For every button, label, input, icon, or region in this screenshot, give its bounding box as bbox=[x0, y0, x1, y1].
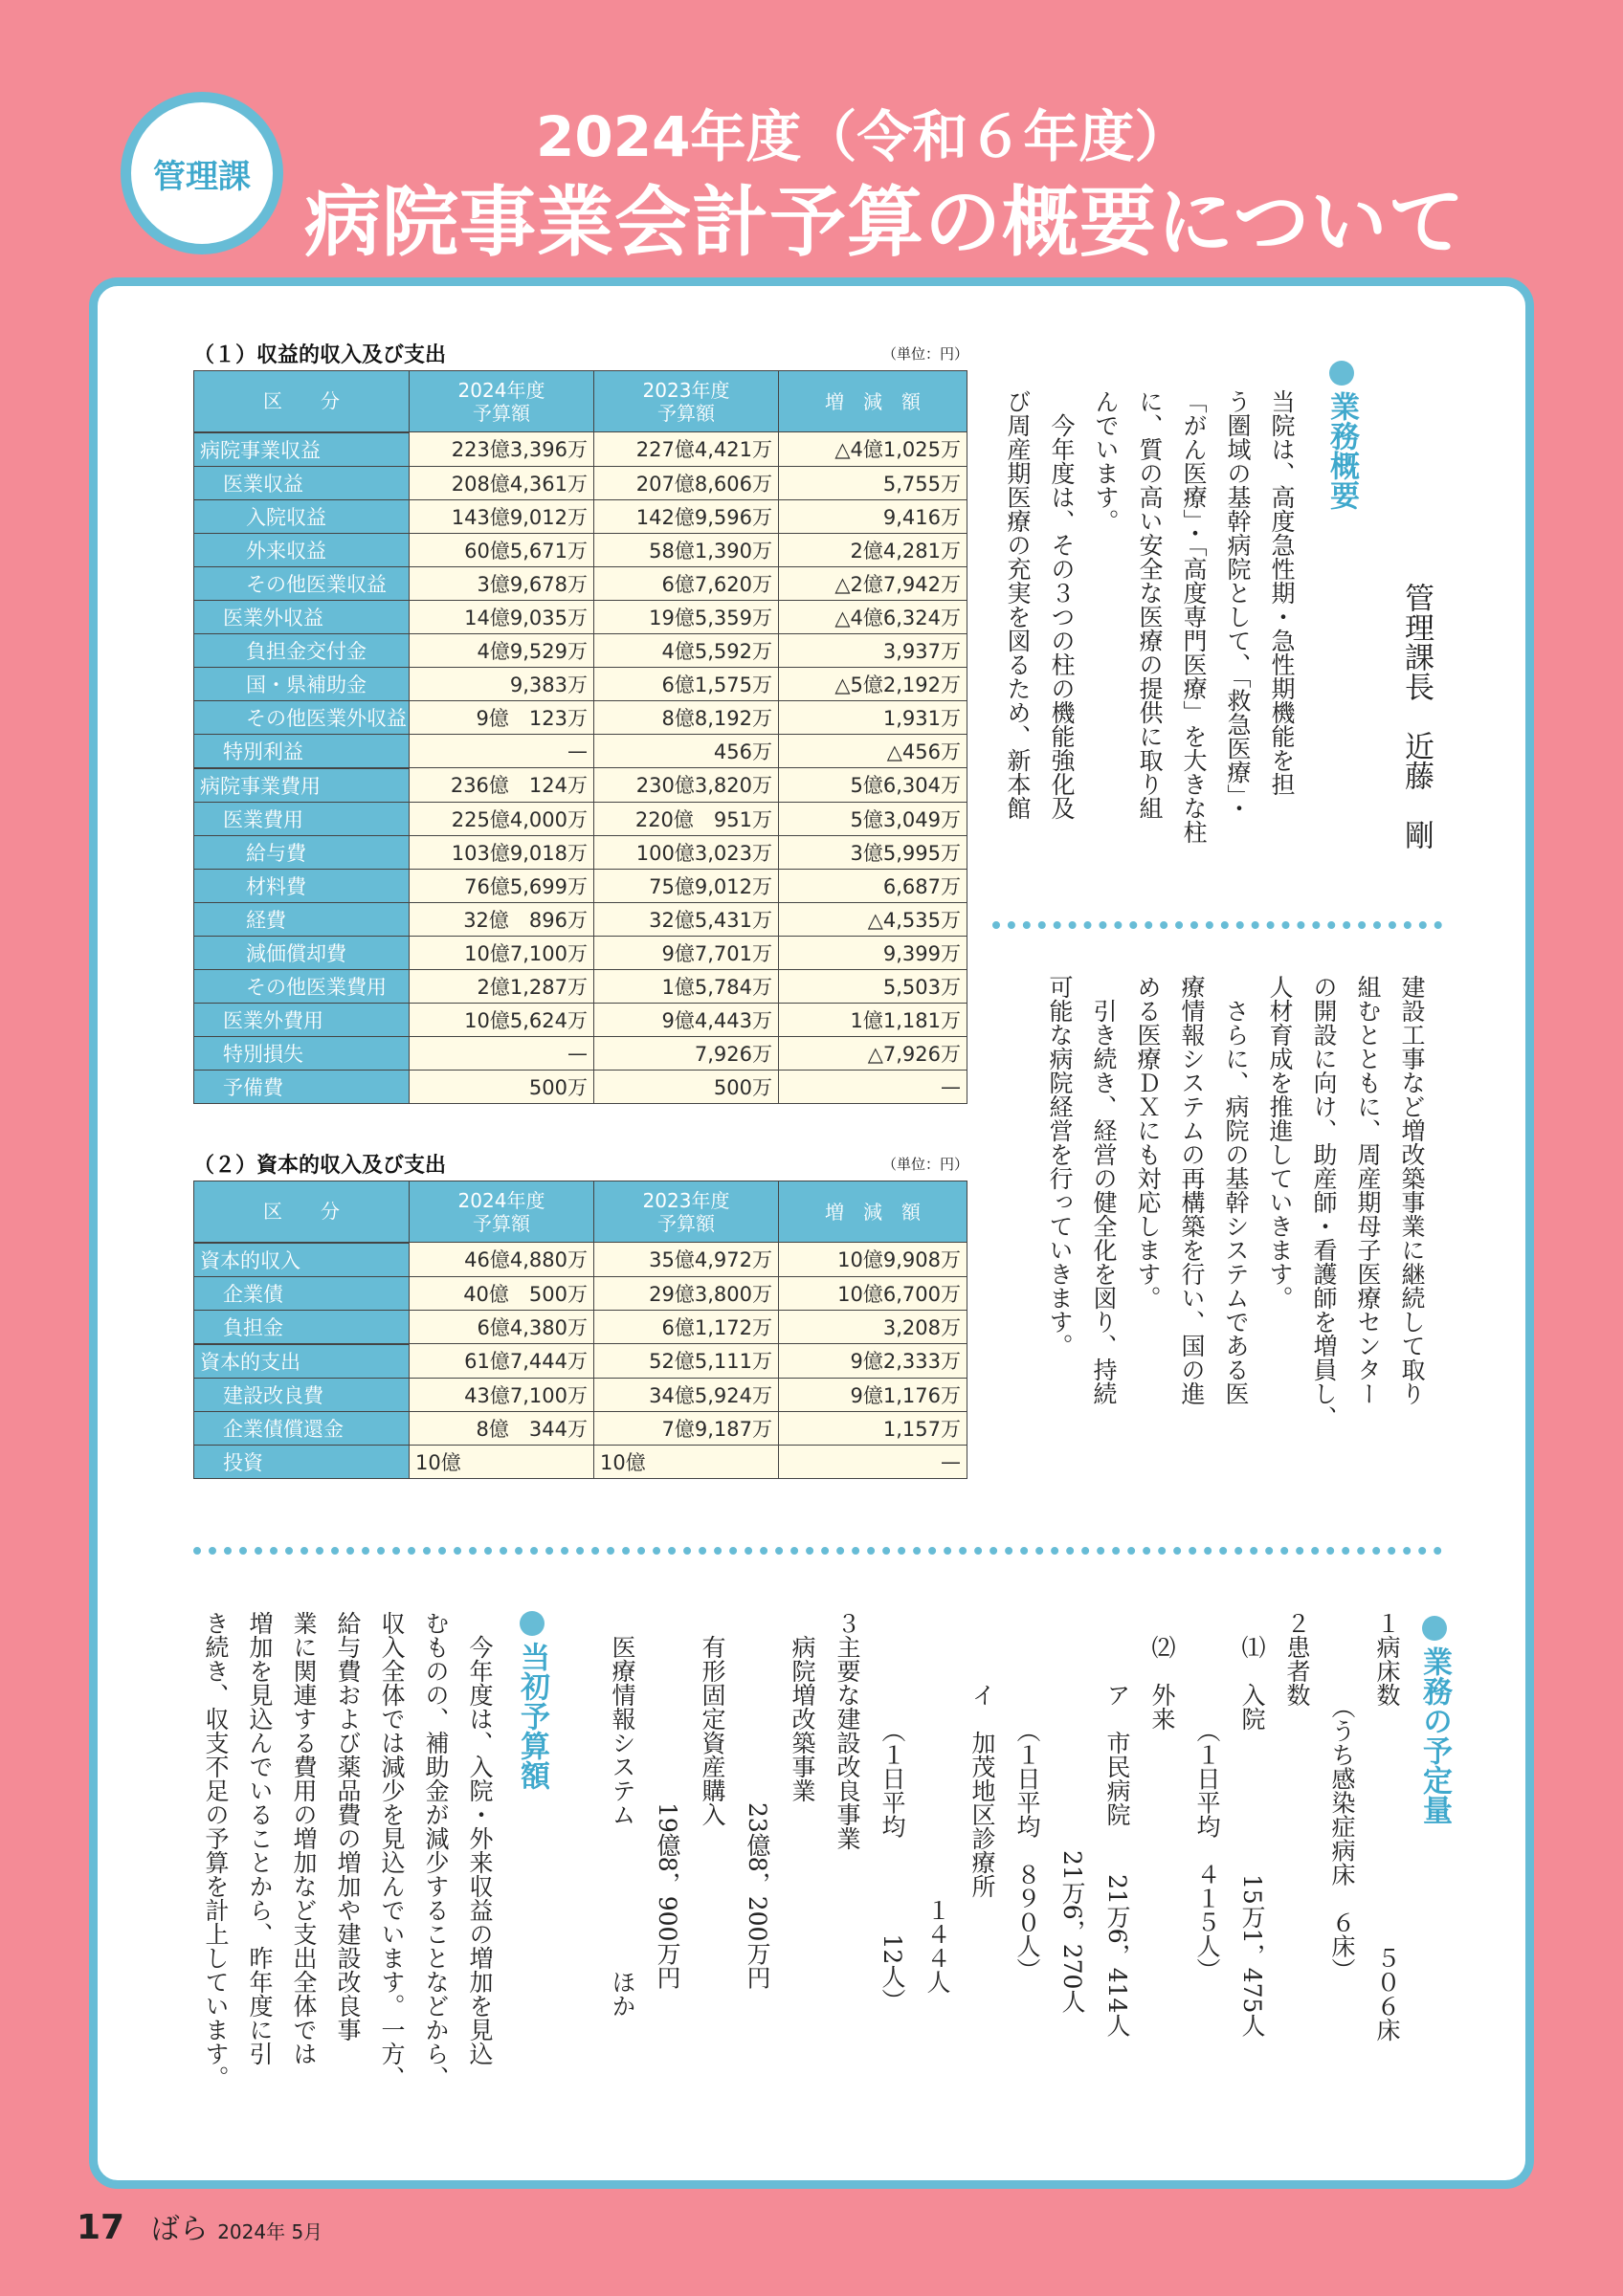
cell-v2024: 61億7,444万 bbox=[410, 1344, 594, 1379]
cell-v2024: 40億 500万 bbox=[410, 1276, 594, 1310]
cell-v2024: 2億1,287万 bbox=[410, 969, 594, 1003]
row-label: 医業外収益 bbox=[194, 600, 410, 633]
initial-heading: 当初予算額 bbox=[511, 1611, 554, 1790]
cell-v2023: 52億5,111万 bbox=[594, 1344, 779, 1379]
cell-v2024: 103億9,018万 bbox=[410, 835, 594, 869]
text-line: う圏域の基幹病院として、「救急医療」・ bbox=[1224, 389, 1252, 820]
overview-text-1 bbox=[995, 389, 1303, 963]
bullet-icon bbox=[1422, 1616, 1447, 1641]
content-panel bbox=[89, 277, 1534, 2189]
overview-text-2 bbox=[1037, 975, 1434, 1587]
text-line: （１日平均 ４１５人） bbox=[1193, 1611, 1221, 1982]
magazine-name: ばら bbox=[150, 2213, 209, 2246]
title-line-1: 2024年度（令和６年度） bbox=[536, 104, 1190, 169]
table-row bbox=[194, 600, 967, 633]
row-label: 外来収益 bbox=[194, 533, 410, 566]
section2-unit: （単位：円） bbox=[882, 1156, 969, 1173]
row-label: 企業債償還金 bbox=[194, 1411, 410, 1445]
footer bbox=[77, 2205, 322, 2247]
cell-diff: 1億1,181万 bbox=[779, 1003, 967, 1036]
cell-v2024: 9億 123万 bbox=[410, 700, 594, 734]
text-line: 可能な病院経営を行っていきます。 bbox=[1046, 975, 1074, 1358]
cell-v2023: 8億8,192万 bbox=[594, 700, 779, 734]
cell-v2024: 3億9,678万 bbox=[410, 566, 594, 600]
text-line: 今年度は、その３つの柱の機能強化及 bbox=[1048, 389, 1076, 820]
cell-v2023: 6億1,172万 bbox=[594, 1310, 779, 1344]
table-row bbox=[194, 1411, 967, 1445]
cell-v2023: 75億9,012万 bbox=[594, 869, 779, 902]
cell-diff: 1,931万 bbox=[779, 700, 967, 734]
cell-v2023: 230億3,820万 bbox=[594, 768, 779, 803]
table-row bbox=[194, 936, 967, 969]
table-row bbox=[194, 700, 967, 734]
cell-v2024: — bbox=[410, 734, 594, 768]
cell-v2023: 227億4,421万 bbox=[594, 432, 779, 467]
cell-diff: △4億1,025万 bbox=[779, 432, 967, 467]
cell-v2024: 43億7,100万 bbox=[410, 1378, 594, 1411]
cell-v2023: 207億8,606万 bbox=[594, 466, 779, 499]
section1-title: （１）収益的収入及び支出 bbox=[193, 343, 447, 367]
table-row bbox=[194, 1310, 967, 1344]
row-label: 資本的収入 bbox=[194, 1243, 410, 1277]
cell-v2024: — bbox=[410, 1036, 594, 1070]
issue-date: 2024年 5月 bbox=[217, 2220, 323, 2243]
column-header: 区 分 bbox=[194, 371, 410, 432]
text-line: ３主要な建設改良事業 bbox=[834, 1611, 861, 1850]
row-label: 病院事業収益 bbox=[194, 432, 410, 467]
cell-v2023: 142億9,596万 bbox=[594, 499, 779, 533]
table-row bbox=[194, 1003, 967, 1036]
cell-diff: △4億6,324万 bbox=[779, 600, 967, 633]
text-line: １４４人 bbox=[923, 1611, 951, 1994]
table-row bbox=[194, 633, 967, 667]
row-label: その他医業外収益 bbox=[194, 700, 410, 734]
text-line: に、質の高い安全な医療の提供に取り組 bbox=[1136, 389, 1164, 820]
text-line: 19億8，900万円 bbox=[654, 1611, 681, 1990]
cell-diff: △7,926万 bbox=[779, 1036, 967, 1070]
row-label: 材料費 bbox=[194, 869, 410, 902]
cell-v2023: 32億5,431万 bbox=[594, 902, 779, 936]
row-label: 負担金交付金 bbox=[194, 633, 410, 667]
cell-diff: 10億9,908万 bbox=[779, 1243, 967, 1277]
text-line: 「がん医療」・「高度専門医療」を大きな柱 bbox=[1180, 389, 1208, 844]
cell-v2023: 500万 bbox=[594, 1070, 779, 1103]
cell-v2023: 9億7,701万 bbox=[594, 936, 779, 969]
table-row bbox=[194, 835, 967, 869]
cell-diff: 6,687万 bbox=[779, 869, 967, 902]
table-row bbox=[194, 566, 967, 600]
cell-v2023: 58億1,390万 bbox=[594, 533, 779, 566]
cell-diff: 10億6,700万 bbox=[779, 1276, 967, 1310]
text-line: イ 加茂地区診療所 bbox=[968, 1611, 996, 1898]
text-line: 医療情報システム ほか bbox=[609, 1611, 636, 2018]
table-row bbox=[194, 1070, 967, 1103]
cell-diff: 2億4,281万 bbox=[779, 533, 967, 566]
section1-unit: （単位：円） bbox=[882, 345, 969, 363]
row-label: 特別利益 bbox=[194, 734, 410, 768]
text-line: 療情報システムの再構築を行い、国の進 bbox=[1178, 975, 1206, 1405]
table-row bbox=[194, 1378, 967, 1411]
text-line: 組むとともに、周産期母子医療センター bbox=[1354, 975, 1382, 1405]
row-label: その他医業収益 bbox=[194, 566, 410, 600]
text-line: 今年度は、入院・外来収益の増加を見込 bbox=[466, 1611, 494, 2065]
row-label: 建設改良費 bbox=[194, 1378, 410, 1411]
cell-diff: △5億2,192万 bbox=[779, 667, 967, 700]
table-row bbox=[194, 533, 967, 566]
planned-list bbox=[600, 1611, 1410, 2147]
cell-diff: 1,157万 bbox=[779, 1411, 967, 1445]
text-line: ⑵ 外来 bbox=[1148, 1611, 1176, 1731]
cell-diff: 9,399万 bbox=[779, 936, 967, 969]
cell-v2024: 46億4,880万 bbox=[410, 1243, 594, 1277]
cell-v2024: 76億5,699万 bbox=[410, 869, 594, 902]
text-line: 給与費および薬品費の増加や建設改良事 bbox=[334, 1611, 362, 2042]
cell-v2023: 220億 951万 bbox=[594, 802, 779, 835]
cell-v2023: 7,926万 bbox=[594, 1036, 779, 1070]
table-row bbox=[194, 667, 967, 700]
cell-diff: 9億1,176万 bbox=[779, 1378, 967, 1411]
cell-v2023: 4億5,592万 bbox=[594, 633, 779, 667]
cell-v2024: 208億4,361万 bbox=[410, 466, 594, 499]
overview-heading: 業務概要 bbox=[1321, 361, 1364, 510]
cell-v2024: 236億 124万 bbox=[410, 768, 594, 803]
table-row bbox=[194, 1276, 967, 1310]
bullet-icon bbox=[520, 1611, 545, 1636]
row-label: 病院事業費用 bbox=[194, 768, 410, 803]
text-line: （１日平均 ８９０人） bbox=[1013, 1611, 1041, 1982]
cell-v2024: 4億9,529万 bbox=[410, 633, 594, 667]
cell-v2024: 10億5,624万 bbox=[410, 1003, 594, 1036]
cell-v2024: 60億5,671万 bbox=[410, 533, 594, 566]
table-row bbox=[194, 499, 967, 533]
cell-v2023: 19億5,359万 bbox=[594, 600, 779, 633]
cell-diff: 9億2,333万 bbox=[779, 1344, 967, 1379]
text-line: ⑴ 入院 15万1，475人 bbox=[1238, 1611, 1266, 2038]
text-line: 21万6，270人 bbox=[1058, 1611, 1086, 2014]
initial-text bbox=[193, 1611, 501, 2147]
cell-v2024: 225億4,000万 bbox=[410, 802, 594, 835]
row-label: 資本的支出 bbox=[194, 1344, 410, 1379]
cell-v2024: 8億 344万 bbox=[410, 1411, 594, 1445]
cell-diff: △456万 bbox=[779, 734, 967, 768]
table-row bbox=[194, 1036, 967, 1070]
cell-diff: 5,503万 bbox=[779, 969, 967, 1003]
text-line: 収入全体では減少を見込んでいます。一方、 bbox=[378, 1611, 406, 2089]
author-name: 管理課長 近藤 剛 bbox=[1399, 583, 1434, 850]
table-row bbox=[194, 432, 967, 467]
text-line: 病院増改築事業 bbox=[789, 1611, 816, 1802]
row-label: その他医業費用 bbox=[194, 969, 410, 1003]
revenue-expense-table bbox=[193, 370, 967, 1104]
text-line: 23億8，200万円 bbox=[744, 1611, 771, 1990]
table-row bbox=[194, 734, 967, 768]
cell-v2023: 10億 bbox=[594, 1445, 779, 1478]
table-row bbox=[194, 869, 967, 902]
row-label: 特別損失 bbox=[194, 1036, 410, 1070]
cell-v2024: 500万 bbox=[410, 1070, 594, 1103]
row-label: 経費 bbox=[194, 902, 410, 936]
text-line: （うち感染症病床 ６床） bbox=[1328, 1611, 1356, 1982]
row-label: 予備費 bbox=[194, 1070, 410, 1103]
text-line: １病床数 ５０６床 bbox=[1373, 1611, 1401, 2042]
cell-v2024: 10億7,100万 bbox=[410, 936, 594, 969]
cell-v2024: 143億9,012万 bbox=[410, 499, 594, 533]
planned-heading: 業務の予定量 bbox=[1413, 1616, 1456, 1824]
cell-diff: △2億7,942万 bbox=[779, 566, 967, 600]
column-header: 2024年度 予算額 bbox=[410, 1181, 594, 1243]
cell-v2023: 6億1,575万 bbox=[594, 667, 779, 700]
column-header: 2024年度 予算額 bbox=[410, 371, 594, 432]
table-row bbox=[194, 902, 967, 936]
text-line: 有形固定資産購入 bbox=[699, 1611, 726, 1826]
capital-table bbox=[193, 1181, 967, 1479]
text-line: むものの、補助金が減少することなどから、 bbox=[422, 1611, 450, 2089]
table-row bbox=[194, 768, 967, 803]
page-number: 17 bbox=[77, 2208, 125, 2247]
column-header: 2023年度 予算額 bbox=[594, 371, 779, 432]
table-row bbox=[194, 1344, 967, 1379]
text-line: 建設工事など増改築事業に継続して取り bbox=[1398, 975, 1426, 1405]
bullet-icon bbox=[1329, 361, 1354, 386]
page-title: 病院事業会計予算の概要について bbox=[304, 178, 1466, 267]
cell-v2023: 1億5,784万 bbox=[594, 969, 779, 1003]
cell-v2024: 9,383万 bbox=[410, 667, 594, 700]
text-line: 業に関連する費用の増加など支出全体では bbox=[290, 1611, 318, 2065]
text-line: （１日平均 12人） bbox=[878, 1611, 906, 2013]
row-label: 減価償却費 bbox=[194, 936, 410, 969]
department-badge: 管理課 bbox=[121, 92, 283, 254]
divider-dots-wide bbox=[193, 1547, 1442, 1555]
cell-diff: △4,535万 bbox=[779, 902, 967, 936]
cell-v2023: 7億9,187万 bbox=[594, 1411, 779, 1445]
cell-v2024: 223億3,396万 bbox=[410, 432, 594, 467]
cell-v2023: 6億7,620万 bbox=[594, 566, 779, 600]
cell-diff: 9,416万 bbox=[779, 499, 967, 533]
row-label: 医業費用 bbox=[194, 802, 410, 835]
text-line: 人材育成を推進していきます。 bbox=[1266, 975, 1294, 1310]
table-row bbox=[194, 802, 967, 835]
cell-v2024: 10億 bbox=[410, 1445, 594, 1478]
cell-v2023: 456万 bbox=[594, 734, 779, 768]
cell-diff: — bbox=[779, 1445, 967, 1478]
cell-v2023: 9億4,443万 bbox=[594, 1003, 779, 1036]
cell-diff: 3,208万 bbox=[779, 1310, 967, 1344]
cell-v2023: 29億3,800万 bbox=[594, 1276, 779, 1310]
cell-v2023: 35億4,972万 bbox=[594, 1243, 779, 1277]
row-label: 負担金 bbox=[194, 1310, 410, 1344]
cell-v2024: 32億 896万 bbox=[410, 902, 594, 936]
cell-v2023: 100億3,023万 bbox=[594, 835, 779, 869]
cell-diff: 3,937万 bbox=[779, 633, 967, 667]
row-label: 企業債 bbox=[194, 1276, 410, 1310]
row-label: 投資 bbox=[194, 1445, 410, 1478]
text-line: さらに、病院の基幹システムである医 bbox=[1222, 975, 1250, 1405]
text-line: んでいます。 bbox=[1092, 389, 1120, 533]
text-line: 当院は、高度急性期・急性期機能を担 bbox=[1268, 389, 1296, 796]
column-header: 2023年度 予算額 bbox=[594, 1181, 779, 1243]
text-line: 増加を見込んでいることから、昨年度に引 bbox=[246, 1611, 274, 2065]
row-label: 医業外費用 bbox=[194, 1003, 410, 1036]
column-header: 区 分 bbox=[194, 1181, 410, 1243]
text-line: める医療ＤＸにも対応します。 bbox=[1134, 975, 1162, 1310]
row-label: 国・県補助金 bbox=[194, 667, 410, 700]
cell-diff: 5億3,049万 bbox=[779, 802, 967, 835]
cell-diff: 5億6,304万 bbox=[779, 768, 967, 803]
text-line: 引き続き、経営の健全化を図り、持続 bbox=[1090, 975, 1118, 1405]
text-line: び周産期医療の充実を図るため、新本館 bbox=[1004, 389, 1032, 820]
row-label: 入院収益 bbox=[194, 499, 410, 533]
text-line: ２患者数 bbox=[1283, 1611, 1311, 1707]
table-row bbox=[194, 1243, 967, 1277]
table-row bbox=[194, 969, 967, 1003]
text-line: ア 市民病院 21万6，414人 bbox=[1103, 1611, 1131, 2038]
divider-dots bbox=[992, 921, 1442, 929]
column-header: 増 減 額 bbox=[779, 1181, 967, 1243]
table-row bbox=[194, 466, 967, 499]
text-line: き続き、収支不足の予算を計上しています。 bbox=[202, 1611, 230, 2089]
row-label: 給与費 bbox=[194, 835, 410, 869]
section2-title: （２）資本的収入及び支出 bbox=[193, 1154, 447, 1178]
text-line: の開設に向け、助産師・看護師を増員し、 bbox=[1310, 975, 1338, 1429]
cell-v2024: 6億4,380万 bbox=[410, 1310, 594, 1344]
table-row bbox=[194, 1445, 967, 1478]
cell-v2023: 34億5,924万 bbox=[594, 1378, 779, 1411]
cell-diff: — bbox=[779, 1070, 967, 1103]
cell-diff: 5,755万 bbox=[779, 466, 967, 499]
column-header: 増 減 額 bbox=[779, 371, 967, 432]
cell-v2024: 14億9,035万 bbox=[410, 600, 594, 633]
cell-diff: 3億5,995万 bbox=[779, 835, 967, 869]
row-label: 医業収益 bbox=[194, 466, 410, 499]
